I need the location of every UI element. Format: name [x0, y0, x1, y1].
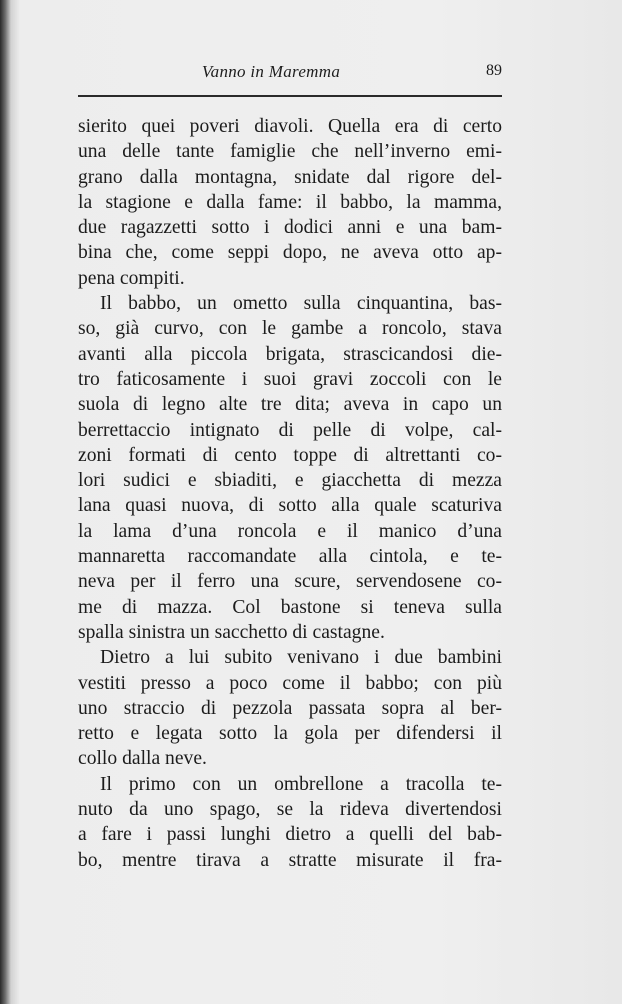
text-line: Il primo con un ombrellone a tracolla te-: [100, 773, 502, 795]
text-line: uno straccio di pezzola passata sopra al ber-: [78, 697, 502, 719]
text-line: spalla sinistra un sacchetto di castagne.: [78, 621, 385, 643]
text-line: avanti alla piccola brigata, strascicandosi die-: [78, 343, 502, 365]
text-line: sierito quei poveri diavoli. Quella era di certo: [78, 116, 502, 137]
text-line: nuto da uno spago, se la rideva divertendosi: [78, 799, 502, 821]
text-line: grano dalla montagna, snidate dal rigore del-: [78, 166, 502, 188]
text-line: mannaretta raccomandate alla cintola, e te-: [78, 546, 502, 568]
text-line: collo dalla neve.: [78, 748, 207, 770]
header-rule: [78, 95, 502, 97]
text-line: lori sudici e sbiaditi, e giacchetta di mezza: [78, 470, 502, 492]
text-line: due ragazzetti sotto i dodici anni e una bam-: [78, 217, 502, 239]
text-line: Dietro a lui subito venivano i due bambini: [100, 647, 502, 669]
text-line: so, già curvo, con le gambe a roncolo, stava: [78, 318, 502, 340]
text-line: suola di legno alte tre dita; aveva in capo un: [78, 394, 502, 416]
running-title: Vanno in Maremma: [201, 62, 341, 81]
page-number: 89: [486, 62, 502, 79]
text-line: tro faticosamente i suoi gravi zoccoli con le: [78, 368, 502, 390]
text-line: bo, mentre tirava a stratte misurate il fra-: [78, 849, 502, 871]
text-line: pena compiti.: [78, 267, 185, 289]
text-line: berrettaccio intignato di pelle di volpe, cal-: [78, 419, 502, 441]
body-text: [78, 114, 502, 873]
text-line: me di mazza. Col bastone si teneva sulla: [78, 596, 502, 618]
text-line: la stagione e dalla fame: il babbo, la mamma,: [78, 191, 502, 213]
text-line: a fare i passi lunghi dietro a quelli del bab-: [78, 824, 502, 846]
text-line: vestiti presso a poco come il babbo; con più: [78, 672, 502, 694]
text-line: Il babbo, un ometto sulla cinquantina, bas-: [100, 293, 502, 315]
text-line: lana quasi nuova, di sotto alla quale scaturiva: [78, 495, 502, 517]
text-line: la lama d’una roncola e il manico d’una: [78, 520, 502, 542]
text-line: retto e legata sotto la gola per difendersi il: [78, 723, 502, 745]
text-line: bina che, come seppi dopo, ne aveva otto ap-: [78, 242, 502, 264]
text-line: zoni formati di cento toppe di altrettanti co-: [78, 444, 502, 466]
page-header: [78, 62, 502, 84]
text-line: una delle tante famiglie che nell’inverno emi-: [78, 141, 502, 163]
text-line: neva per il ferro una scure, servendosene co-: [78, 571, 502, 593]
